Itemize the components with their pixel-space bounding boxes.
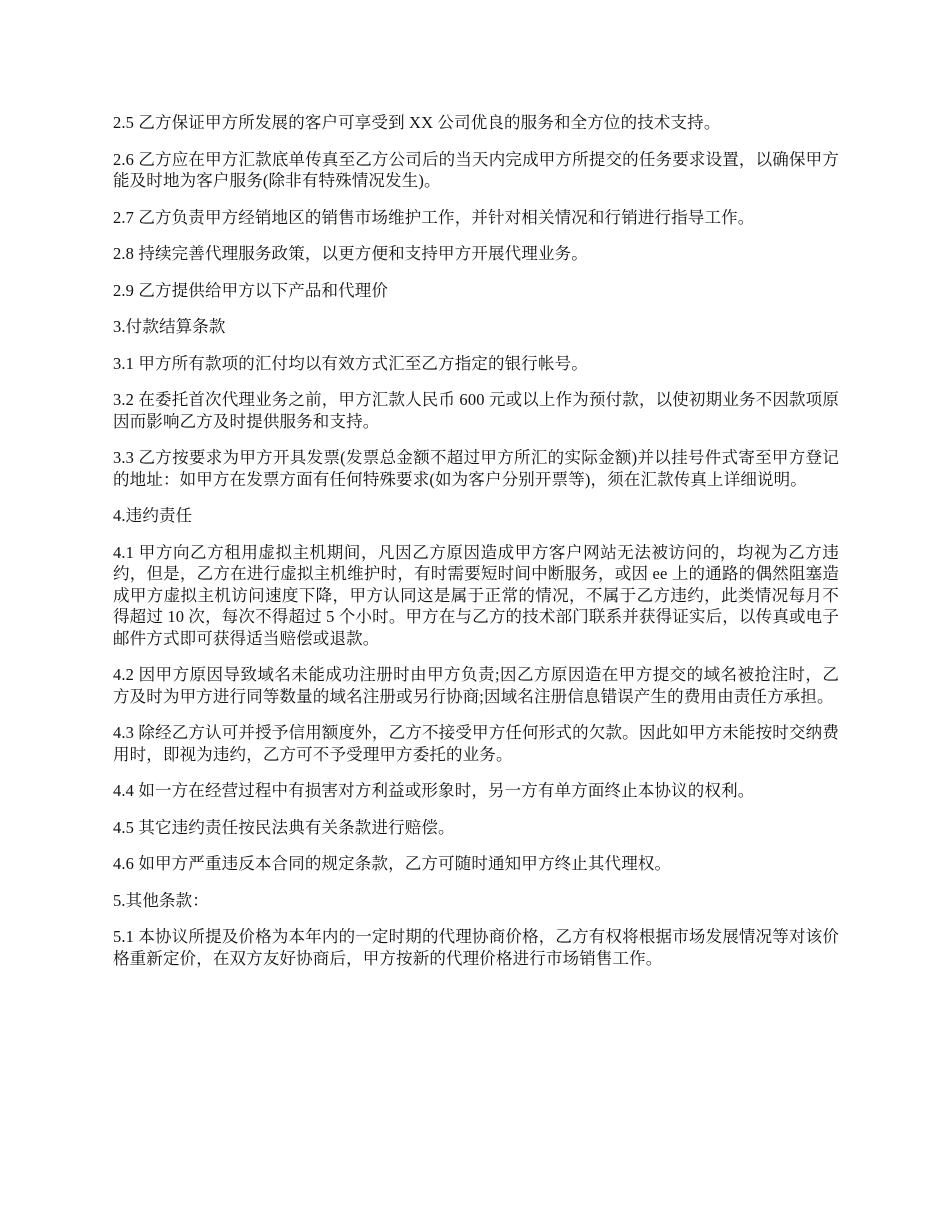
- clause-3-3: 3.3 乙方按要求为甲方开具发票(发票总金额不超过甲方所汇的实际金额)并以挂号件式寄至甲方登记的地址：如甲方在发票方面有任何特殊要求(如为客户分别开票等)，须在汇款传真上详细说明。: [113, 448, 839, 489]
- section-heading-breach: 4.违约责任: [113, 506, 193, 525]
- clause-3-2: 3.2 在委托首次代理业务之前，甲方汇款人民币 600 元或以上作为预付款，以使初期业务不因款项原因而影响乙方及时提供服务和支持。: [113, 390, 839, 431]
- section-heading-payment: 3.付款结算条款: [113, 317, 226, 336]
- section-heading-other: 5.其他条款：: [113, 890, 209, 910]
- clause-2-7: 2.7 乙方负责甲方经销地区的销售市场维护工作，并针对相关情况和行销进行指导工作。: [113, 207, 755, 227]
- clause-4-1: 4.1 甲方向乙方租用虚拟主机期间，凡因乙方原因造成甲方客户网站无法被访问的，均视为乙方违约，但是，乙方在进行虚拟主机维护时，有时需要短时间中断服务，或因 ee 上的通路的偶然阻塞造成甲方虚拟主机访问速度下降，甲方认同这是属于正常的情况，不属于乙方违约，此类情况每月不得超过 10 次，每次不得超过 5 个小时。甲方在与乙方的技术部门联系并获得证实后，以传真或电子邮件方式即可获得适当赔偿或退款。: [113, 542, 839, 648]
- clause-4-2: 4.2 因甲方原因导致域名未能成功注册时由甲方负责;因乙方原因造在甲方提交的域名被抢注时，乙方及时为甲方进行同等数量的域名注册或另行协商;因域名注册信息错误产生的费用由责任方承担。: [113, 665, 839, 706]
- clause-2-8: 2.8 持续完善代理服务政策，以更方便和支持甲方开展代理业务。: [113, 244, 588, 263]
- clause-4-3: 4.3 除经乙方认可并授予信用额度外，乙方不接受甲方任何形式的欠款。因此如甲方未能按时交纳费用时，即视为违约，乙方可不予受理甲方委托的业务。: [113, 723, 839, 764]
- clause-5-1: 5.1 本协议所提及价格为本年内的一定时期的代理协商价格，乙方有权将根据市场发展情况等对该价格重新定价，在双方友好协商后，甲方按新的代理价格进行市场销售工作。: [113, 927, 839, 968]
- clause-3-1: 3.1 甲方所有款项的汇付均以有效方式汇至乙方指定的银行帐号。: [113, 353, 588, 373]
- clause-2-6: 2.6 乙方应在甲方汇款底单传真至乙方公司后的当天内完成甲方所提交的任务要求设置，以确保甲方能及时地为客户服务(除非有特殊情况发生)。: [113, 149, 839, 190]
- clause-2-5: 2.5 乙方保证甲方所发展的客户可享受到 XX 公司优良的服务和全方位的技术支持。: [113, 113, 721, 132]
- clause-2-9: 2.9 乙方提供给甲方以下产品和代理价: [113, 280, 389, 300]
- document-page: [113, 112, 839, 984]
- clause-4-4: 4.4 如一方在经营过程中有损害对方利益或形象时，另一方有单方面终止本协议的权利。: [113, 781, 755, 800]
- clause-4-5: 4.5 其它违约责任按民法典有关条款进行赔偿。: [113, 817, 455, 837]
- clause-4-6: 4.6 如甲方严重违反本合同的规定条款，乙方可随时通知甲方终止其代理权。: [113, 854, 672, 873]
